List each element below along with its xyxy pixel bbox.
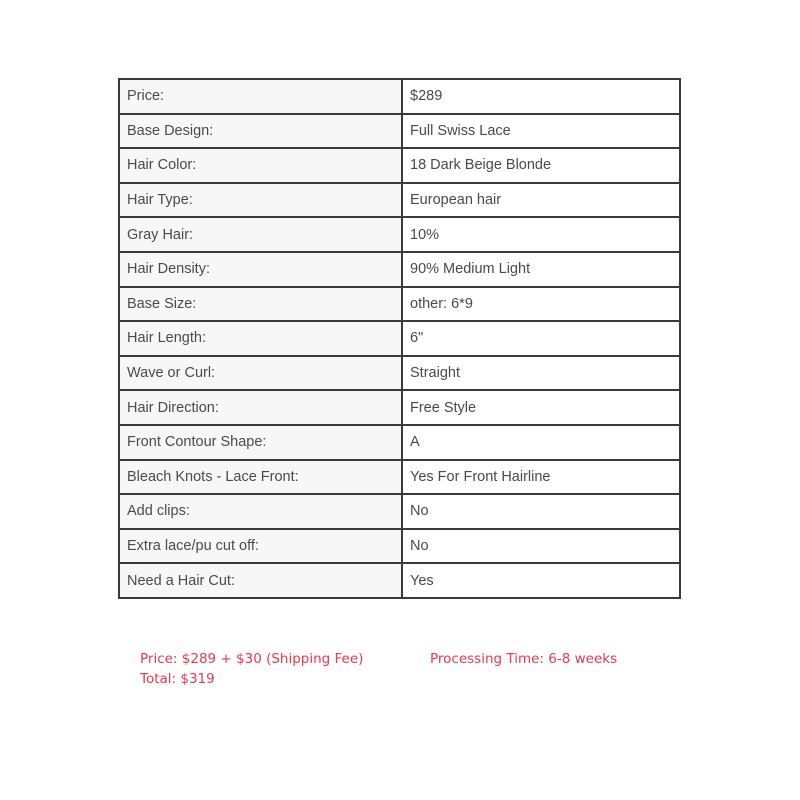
spec-label: Hair Direction:	[119, 390, 402, 425]
spec-label: Gray Hair:	[119, 217, 402, 252]
spec-value: 10%	[402, 217, 680, 252]
processing-time-note: Processing Time: 6-8 weeks	[430, 651, 618, 667]
table-row	[119, 321, 680, 356]
spec-value: Yes For Front Hairline	[402, 460, 680, 495]
spec-label: Price:	[119, 79, 402, 114]
spec-value: European hair	[402, 183, 680, 218]
spec-label: Hair Length:	[119, 321, 402, 356]
spec-label: Wave or Curl:	[119, 356, 402, 391]
spec-table	[118, 78, 681, 599]
total-note: Total: $319	[140, 671, 215, 687]
table-row	[119, 390, 680, 425]
table-row	[119, 529, 680, 564]
spec-label: Need a Hair Cut:	[119, 563, 402, 598]
table-row	[119, 79, 680, 114]
table-row	[119, 114, 680, 149]
spec-value: Free Style	[402, 390, 680, 425]
table-row	[119, 252, 680, 287]
spec-value: 6"	[402, 321, 680, 356]
spec-label: Front Contour Shape:	[119, 425, 402, 460]
spec-label: Hair Type:	[119, 183, 402, 218]
spec-label: Add clips:	[119, 494, 402, 529]
spec-label: Extra lace/pu cut off:	[119, 529, 402, 564]
table-row	[119, 460, 680, 495]
table-row	[119, 287, 680, 322]
table-row	[119, 356, 680, 391]
table-row	[119, 148, 680, 183]
spec-value: No	[402, 494, 680, 529]
table-row	[119, 494, 680, 529]
spec-label: Bleach Knots - Lace Front:	[119, 460, 402, 495]
spec-value: other: 6*9	[402, 287, 680, 322]
spec-value: 90% Medium Light	[402, 252, 680, 287]
table-row	[119, 425, 680, 460]
price-note: Price: $289 + $30 (Shipping Fee)	[140, 651, 364, 667]
spec-value: 18 Dark Beige Blonde	[402, 148, 680, 183]
spec-label: Hair Density:	[119, 252, 402, 287]
table-row	[119, 217, 680, 252]
table-row	[119, 563, 680, 598]
spec-value: $289	[402, 79, 680, 114]
table-row	[119, 183, 680, 218]
spec-label: Base Design:	[119, 114, 402, 149]
spec-value: Yes	[402, 563, 680, 598]
spec-label: Hair Color:	[119, 148, 402, 183]
spec-value: A	[402, 425, 680, 460]
spec-label: Base Size:	[119, 287, 402, 322]
spec-value: No	[402, 529, 680, 564]
spec-value: Straight	[402, 356, 680, 391]
spec-value: Full Swiss Lace	[402, 114, 680, 149]
